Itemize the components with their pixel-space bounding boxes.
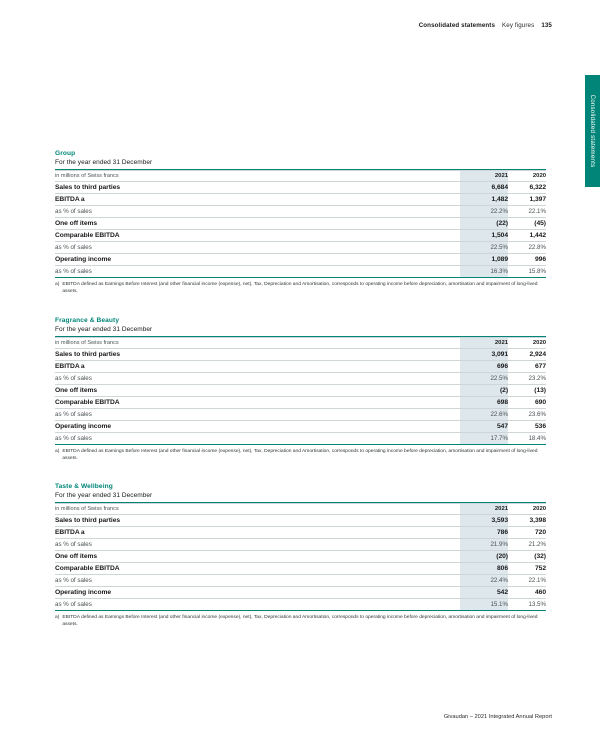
cell-year-previous: 752: [508, 562, 546, 574]
table-footnote: [55, 449, 546, 463]
column-header-year-previous: 2020: [508, 504, 546, 515]
cell-year-previous: 1,442: [508, 229, 546, 241]
key-figures-section: [55, 483, 546, 629]
footnote-marker: a): [55, 614, 60, 620]
section-side-tab: [585, 75, 600, 187]
cell-year-current: 22.5%: [460, 372, 508, 384]
cell-year-current: 22.5%: [460, 241, 508, 253]
table-row: [55, 396, 546, 408]
row-label: as % of sales: [55, 538, 460, 550]
cell-year-current: 1,504: [460, 229, 508, 241]
section-title: Taste & Wellbeing: [55, 483, 113, 490]
table-footnote: [55, 282, 546, 296]
table-header-row: [55, 171, 546, 182]
table-footnote: [55, 615, 546, 629]
cell-year-current: 1,089: [460, 253, 508, 265]
table-header-row: [55, 338, 546, 349]
cell-year-current: (22): [460, 217, 508, 229]
key-figures-section: [55, 150, 546, 296]
table-row: [55, 241, 546, 253]
header-subsection-title: Key figures: [502, 22, 535, 29]
row-label: as % of sales: [55, 205, 460, 217]
cell-year-previous: 23.2%: [508, 372, 546, 384]
row-label: as % of sales: [55, 408, 460, 420]
row-label: EBITDA a: [55, 193, 460, 205]
cell-year-current: 15.1%: [460, 598, 508, 610]
row-label: Operating income: [55, 586, 460, 598]
row-label: One off items: [55, 550, 460, 562]
table-header-row: [55, 504, 546, 515]
row-label: as % of sales: [55, 372, 460, 384]
cell-year-current: 22.2%: [460, 205, 508, 217]
section-subtitle: For the year ended 31 December: [55, 491, 153, 499]
header-section-title: Consolidated statements: [418, 22, 496, 29]
footnote-text: EBITDA defined as Earnings Before Interest (and other financial income (expense), net), Tax, Depreciation and Amortisation, corresponds to operating income before depreciation, amortisation and impairment of long-lived assets.: [62, 448, 538, 461]
page-footer: Givaudan – 2021 Integrated Annual Report: [443, 714, 552, 720]
table-row: [55, 420, 546, 432]
row-label: EBITDA a: [55, 526, 460, 538]
table-row: [55, 360, 546, 372]
cell-year-previous: (13): [508, 384, 546, 396]
column-header-year-previous: 2020: [508, 338, 546, 349]
cell-year-previous: 677: [508, 360, 546, 372]
cell-year-previous: 2,924: [508, 348, 546, 360]
cell-year-current: 698: [460, 396, 508, 408]
table-row: [55, 217, 546, 229]
cell-year-previous: 536: [508, 420, 546, 432]
row-label: One off items: [55, 384, 460, 396]
section-subtitle: For the year ended 31 December: [55, 158, 153, 166]
cell-year-previous: 22.8%: [508, 241, 546, 253]
section-subtitle: For the year ended 31 December: [55, 325, 153, 333]
cell-year-current: 17.7%: [460, 432, 508, 444]
table-row: [55, 205, 546, 217]
cell-year-previous: 18.4%: [508, 432, 546, 444]
cell-year-current: 806: [460, 562, 508, 574]
table-row: [55, 598, 546, 610]
row-label: as % of sales: [55, 598, 460, 610]
table-row: [55, 265, 546, 277]
cell-year-current: (20): [460, 550, 508, 562]
column-header-year-current: 2021: [460, 171, 508, 182]
cell-year-previous: 720: [508, 526, 546, 538]
key-figures-section: [55, 317, 546, 463]
key-figures-table: [55, 502, 546, 611]
row-label: Comparable EBITDA: [55, 229, 460, 241]
cell-year-previous: 22.1%: [508, 574, 546, 586]
table-row: [55, 229, 546, 241]
cell-year-current: 696: [460, 360, 508, 372]
row-label: Comparable EBITDA: [55, 562, 460, 574]
table-row: [55, 562, 546, 574]
cell-year-previous: 15.8%: [508, 265, 546, 277]
table-row: [55, 181, 546, 193]
table-row: [55, 526, 546, 538]
table-row: [55, 408, 546, 420]
table-row: [55, 432, 546, 444]
section-side-tab-label: Consolidated statements: [589, 94, 596, 168]
table-row: [55, 372, 546, 384]
cell-year-current: 542: [460, 586, 508, 598]
cell-year-current: 547: [460, 420, 508, 432]
cell-year-previous: 21.2%: [508, 538, 546, 550]
row-label: Operating income: [55, 420, 460, 432]
cell-year-current: 6,684: [460, 181, 508, 193]
table-row: [55, 193, 546, 205]
cell-year-previous: 23.6%: [508, 408, 546, 420]
page-number: 135: [541, 22, 552, 29]
cell-year-previous: 3,398: [508, 514, 546, 526]
row-label: as % of sales: [55, 574, 460, 586]
table-row: [55, 550, 546, 562]
cell-year-current: 22.4%: [460, 574, 508, 586]
footnote-marker: a): [55, 448, 60, 454]
row-label: Sales to third parties: [55, 348, 460, 360]
column-header-units: in millions of Swiss francs: [55, 338, 460, 349]
cell-year-previous: 1,397: [508, 193, 546, 205]
cell-year-current: 3,593: [460, 514, 508, 526]
cell-year-previous: 996: [508, 253, 546, 265]
page-header: [419, 22, 552, 29]
cell-year-previous: 13.5%: [508, 598, 546, 610]
footnote-text: EBITDA defined as Earnings Before Interest (and other financial income (expense), net), Tax, Depreciation and Amortisation, corresponds to operating income before depreciation, amortisation and impairment of long-lived assets.: [62, 614, 538, 627]
row-label: One off items: [55, 217, 460, 229]
column-header-year-current: 2021: [460, 338, 508, 349]
row-label: Operating income: [55, 253, 460, 265]
footnote-marker: a): [55, 281, 60, 287]
key-figures-table: [55, 169, 546, 278]
cell-year-previous: 690: [508, 396, 546, 408]
cell-year-current: 786: [460, 526, 508, 538]
cell-year-current: 1,482: [460, 193, 508, 205]
column-header-units: in millions of Swiss francs: [55, 171, 460, 182]
table-row: [55, 586, 546, 598]
cell-year-current: 21.9%: [460, 538, 508, 550]
footnote-text: EBITDA defined as Earnings Before Interest (and other financial income (expense), net), Tax, Depreciation and Amortisation, corresponds to operating income before depreciation, amortisation and impairment of long-lived assets.: [62, 281, 538, 294]
section-title: Fragrance & Beauty: [55, 317, 120, 324]
row-label: Comparable EBITDA: [55, 396, 460, 408]
column-header-year-previous: 2020: [508, 171, 546, 182]
cell-year-current: (2): [460, 384, 508, 396]
section-title: Group: [55, 150, 76, 157]
cell-year-current: 3,091: [460, 348, 508, 360]
cell-year-previous: (32): [508, 550, 546, 562]
row-label: Sales to third parties: [55, 514, 460, 526]
table-row: [55, 384, 546, 396]
column-header-year-current: 2021: [460, 504, 508, 515]
row-label: EBITDA a: [55, 360, 460, 372]
row-label: Sales to third parties: [55, 181, 460, 193]
table-row: [55, 538, 546, 550]
table-row: [55, 253, 546, 265]
table-row: [55, 348, 546, 360]
table-row: [55, 514, 546, 526]
row-label: as % of sales: [55, 265, 460, 277]
key-figures-table: [55, 336, 546, 445]
cell-year-previous: (45): [508, 217, 546, 229]
row-label: as % of sales: [55, 241, 460, 253]
cell-year-current: 16.3%: [460, 265, 508, 277]
cell-year-previous: 460: [508, 586, 546, 598]
table-row: [55, 574, 546, 586]
column-header-units: in millions of Swiss francs: [55, 504, 460, 515]
cell-year-previous: 6,322: [508, 181, 546, 193]
cell-year-current: 22.6%: [460, 408, 508, 420]
cell-year-previous: 22.1%: [508, 205, 546, 217]
row-label: as % of sales: [55, 432, 460, 444]
